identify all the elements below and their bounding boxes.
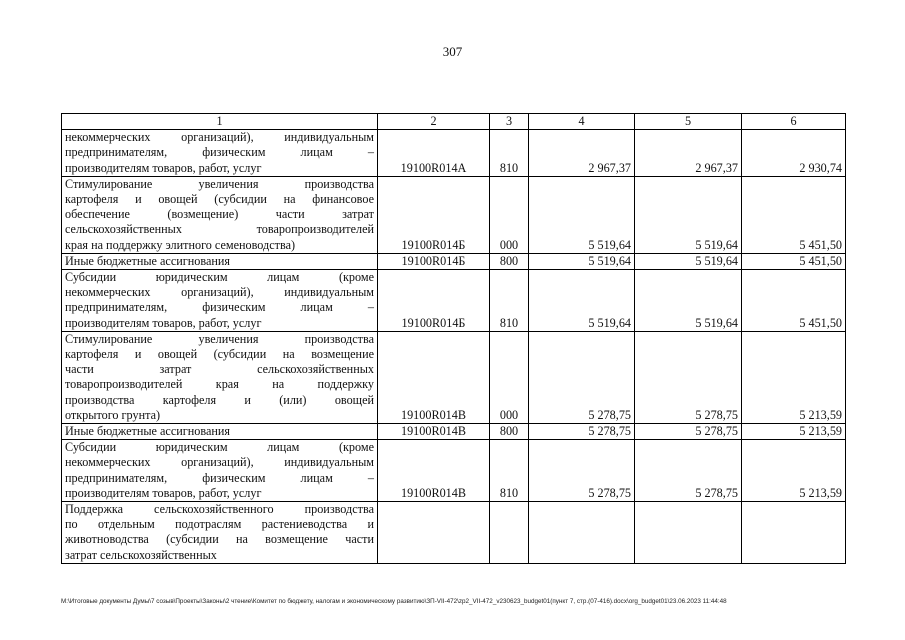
description-line: Субсидии юридическим лицам (кроме bbox=[65, 270, 374, 285]
description-line: предпринимателям, физическим лицам – bbox=[65, 300, 374, 315]
description-line: некоммерческих организаций), индивидуальным bbox=[65, 130, 374, 145]
description-line: производителям товаров, работ, услуг bbox=[65, 485, 262, 500]
target-code-cell: 19100R014В bbox=[378, 424, 490, 440]
amount-col6-cell: 5 213,59 bbox=[742, 331, 846, 423]
target-code-cell: 19100R014A bbox=[378, 130, 490, 177]
description-line: части затрат сельскохозяйственных bbox=[65, 362, 374, 377]
amount-col6-cell: 5 213,59 bbox=[742, 440, 846, 502]
header-cell: 3 bbox=[490, 114, 529, 130]
description-line: по отдельным подотраслям растениеводства и bbox=[65, 517, 374, 532]
target-code-cell bbox=[378, 502, 490, 564]
table-row bbox=[62, 270, 846, 332]
amount-col5-cell: 5 278,75 bbox=[635, 331, 742, 423]
row-description bbox=[62, 130, 378, 177]
amount-col4-cell: 5 519,64 bbox=[529, 270, 635, 332]
expense-type-cell: 800 bbox=[490, 253, 529, 269]
document-path-footer: M:\Итоговые документы Думы\7 созыв\Проекты\Законы\2 чтение\Комитет по бюджету, налогам и экономическому развитию\ЗП-VII-472\zp2_VII-472_v230623_budget01(пункт 7, стр.(07-416).docx\org_budget01\23.06.2023 11:44:48 bbox=[61, 598, 727, 605]
description-line: Стимулирование увеличения производства bbox=[65, 331, 374, 346]
amount-col6-cell: 2 930,74 bbox=[742, 130, 846, 177]
expense-type-cell bbox=[490, 502, 529, 564]
expense-type-cell: 800 bbox=[490, 424, 529, 440]
amount-col5-cell: 5 519,64 bbox=[635, 253, 742, 269]
header-cell: 6 bbox=[742, 114, 846, 130]
amount-col6-cell: 5 451,50 bbox=[742, 176, 846, 253]
description-line: Стимулирование увеличения производства bbox=[65, 176, 374, 191]
amount-col4-cell: 5 519,64 bbox=[529, 176, 635, 253]
row-description bbox=[62, 176, 378, 253]
description-line: затрат сельскохозяйственных bbox=[65, 547, 217, 562]
target-code-cell: 19100R014Б bbox=[378, 270, 490, 332]
expense-type-cell: 000 bbox=[490, 176, 529, 253]
target-code-cell: 19100R014В bbox=[378, 331, 490, 423]
amount-col5-cell: 5 519,64 bbox=[635, 176, 742, 253]
amount-col5-cell: 5 278,75 bbox=[635, 424, 742, 440]
description-line: Иные бюджетные ассигнования bbox=[65, 424, 231, 439]
amount-col5-cell: 2 967,37 bbox=[635, 130, 742, 177]
expense-type-cell: 810 bbox=[490, 130, 529, 177]
row-description bbox=[62, 440, 378, 502]
table-header-row bbox=[62, 114, 846, 130]
table-row bbox=[62, 502, 846, 564]
description-line: Иные бюджетные ассигнования bbox=[65, 253, 231, 268]
description-line: Поддержка сельскохозяйственного производства bbox=[65, 502, 374, 517]
amount-col4-cell: 5 519,64 bbox=[529, 253, 635, 269]
description-line: Субсидии юридическим лицам (кроме bbox=[65, 440, 374, 455]
description-line: сельскохозяйственных товаропроизводителей bbox=[65, 222, 374, 237]
table-row bbox=[62, 253, 846, 269]
row-description bbox=[62, 253, 378, 269]
header-cell: 1 bbox=[62, 114, 378, 130]
description-line: картофеля и овощей (субсидии на возмещение bbox=[65, 347, 374, 362]
amount-col6-cell: 5 451,50 bbox=[742, 270, 846, 332]
expense-type-cell: 810 bbox=[490, 270, 529, 332]
amount-col4-cell: 5 278,75 bbox=[529, 331, 635, 423]
amount-col4-cell: 2 967,37 bbox=[529, 130, 635, 177]
row-description bbox=[62, 424, 378, 440]
table-row bbox=[62, 176, 846, 253]
amount-col5-cell: 5 278,75 bbox=[635, 440, 742, 502]
table-row bbox=[62, 440, 846, 502]
description-line: картофеля и овощей (субсидии на финансовое bbox=[65, 192, 374, 207]
header-cell: 2 bbox=[378, 114, 490, 130]
target-code-cell: 19100R014Б bbox=[378, 176, 490, 253]
amount-col5-cell: 5 519,64 bbox=[635, 270, 742, 332]
expense-type-cell: 810 bbox=[490, 440, 529, 502]
row-description bbox=[62, 331, 378, 423]
table-row bbox=[62, 331, 846, 423]
description-line: открытого грунта) bbox=[65, 407, 161, 422]
amount-col6-cell: 5 213,59 bbox=[742, 424, 846, 440]
description-line: предпринимателям, физическим лицам – bbox=[65, 145, 374, 160]
header-cell: 5 bbox=[635, 114, 742, 130]
amount-col6-cell bbox=[742, 502, 846, 564]
budget-table bbox=[61, 113, 846, 564]
description-line: товаропроизводителей края на поддержку bbox=[65, 377, 374, 392]
amount-col5-cell bbox=[635, 502, 742, 564]
amount-col4-cell: 5 278,75 bbox=[529, 424, 635, 440]
description-line: производителям товаров, работ, услуг bbox=[65, 315, 262, 330]
amount-col4-cell bbox=[529, 502, 635, 564]
target-code-cell: 19100R014Б bbox=[378, 253, 490, 269]
row-description bbox=[62, 270, 378, 332]
amount-col4-cell: 5 278,75 bbox=[529, 440, 635, 502]
description-line: животноводства (субсидии на возмещение части bbox=[65, 532, 374, 547]
table-row bbox=[62, 130, 846, 177]
description-line: производства картофеля и (или) овощей bbox=[65, 392, 374, 407]
amount-col6-cell: 5 451,50 bbox=[742, 253, 846, 269]
header-cell: 4 bbox=[529, 114, 635, 130]
description-line: некоммерческих организаций), индивидуальным bbox=[65, 455, 374, 470]
description-line: предпринимателям, физическим лицам – bbox=[65, 470, 374, 485]
description-line: обеспечение (возмещение) части затрат bbox=[65, 207, 374, 222]
page-number: 307 bbox=[442, 44, 463, 59]
target-code-cell: 19100R014В bbox=[378, 440, 490, 502]
description-line: края на поддержку элитного семеноводства) bbox=[65, 237, 296, 252]
description-line: производителям товаров, работ, услуг bbox=[65, 160, 262, 175]
expense-type-cell: 000 bbox=[490, 331, 529, 423]
table-row bbox=[62, 424, 846, 440]
row-description bbox=[62, 502, 378, 564]
description-line: некоммерческих организаций), индивидуальным bbox=[65, 285, 374, 300]
